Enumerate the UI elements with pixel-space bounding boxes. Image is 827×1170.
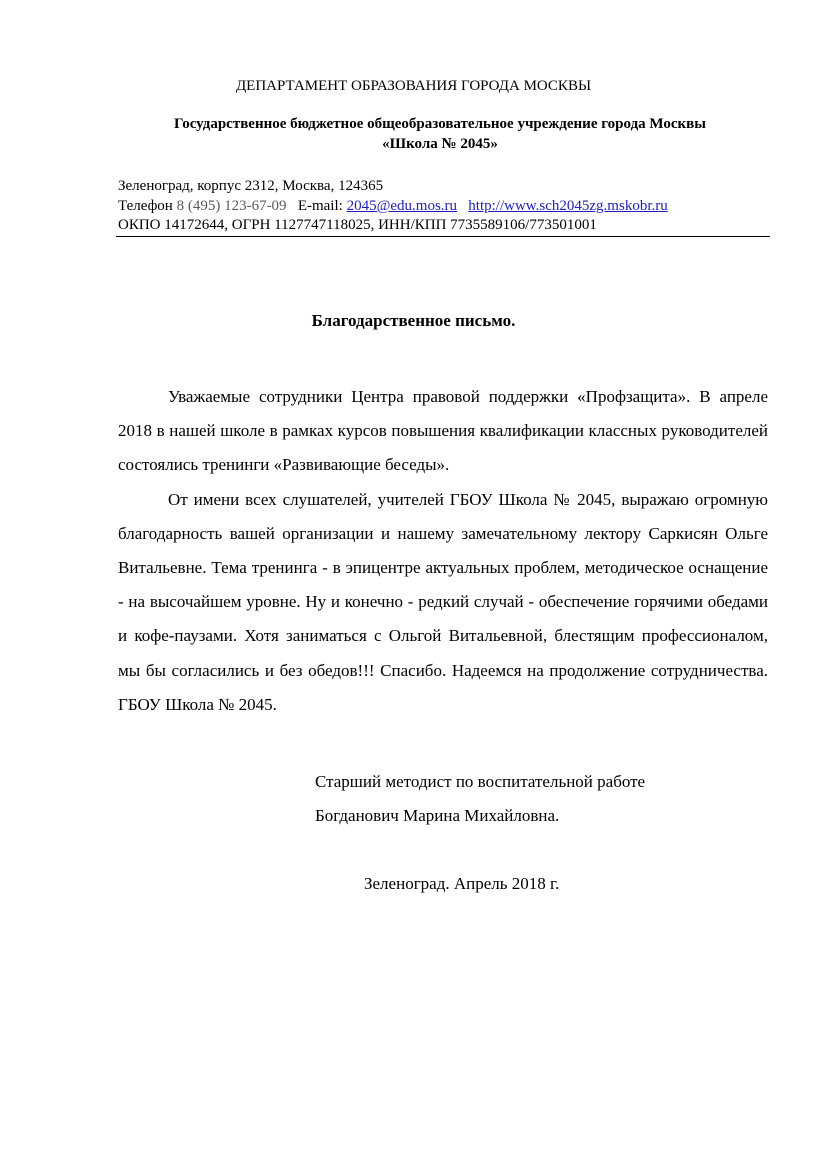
place-date: Зеленоград. Апрель 2018 г.: [364, 874, 560, 893]
school-short-name: «Школа № 2045»: [382, 136, 498, 152]
letter-paragraph: От имени всех слушателей, учителей ГБОУ Школа № 2045, выражаю огромную благодарность вашей организации и нашему замечательному лектору Саркисян Ольге Витальевне. Тема тренинга - в эпицентре актуальных проблем, методическое оснащение - на высочайшем уровне. Ну и конечно - редкий случай - обеспечение горячими обедами и кофе-паузами. Хотя заниматься с Ольгой Витальевной, блестящим профессионалом, мы бы согласились и без обедов!!! Спасибо. Надеемся на продолжение сотрудничества. ГБОУ Школа № 2045.: [118, 489, 768, 714]
website-link[interactable]: http://www.sch2045zg.mskobr.ru: [468, 198, 668, 214]
letter-body: [118, 380, 768, 722]
department-name: ДЕПАРТАМЕНТ ОБРАЗОВАНИЯ ГОРОДА МОСКВЫ: [235, 78, 592, 94]
email-link[interactable]: 2045@edu.mos.ru: [346, 198, 458, 214]
signature-position: Старший методист по воспитательной работе: [315, 772, 646, 791]
contact-line: [118, 198, 668, 215]
school-address: Зеленоград, корпус 2312, Москва, 124365: [118, 178, 384, 194]
email-label: E-mail:: [297, 198, 343, 214]
signature-name: Богданович Марина Михайловна.: [315, 806, 560, 825]
letter-title: Благодарственное письмо.: [311, 311, 516, 330]
school-full-name: Государственное бюджетное общеобразовательное учреждение города Москвы: [174, 116, 706, 132]
phone-number: 8 (495) 123-67-09: [176, 198, 287, 214]
header-divider: [116, 236, 770, 237]
phone-label: Телефон: [118, 198, 173, 214]
registration-codes: ОКПО 14172644, ОГРН 1127747118025, ИНН/КПП 7735589106/773501001: [118, 217, 597, 233]
letter-paragraph: Уважаемые сотрудники Центра правовой поддержки «Профзащита». В апреле 2018 в нашей школе в рамках курсов повышения квалификации классных руководителей состоялись тренинги «Развивающие беседы».: [118, 387, 768, 475]
